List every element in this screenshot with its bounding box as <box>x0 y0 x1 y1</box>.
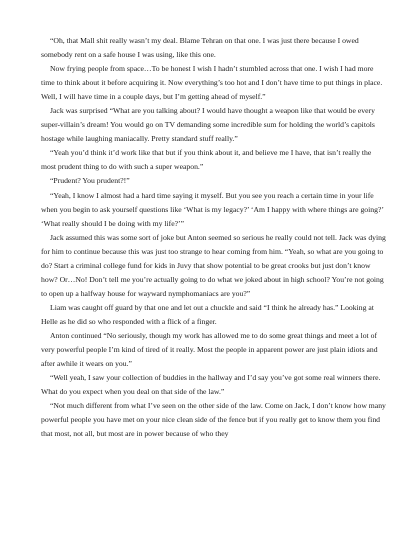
paragraph: Jack assumed this was some sort of joke but Anton seemed so serious he really could not tell. Jack was dying for him to continue because this was just too strange to hear coming from him. “Yeah, so what are you going to do? Start a criminal college fund for kids in Juvy that show potential to be great crooks but just don’t know how? Or…No! Don’t tell me you’re actually going to do what we joked about in high school? You’re not going to open up a halfway house for wayward nymphomaniacs are you?” <box>41 232 386 298</box>
paragraph: “Oh, that Mall shit really wasn’t my deal. Blame Tehran on that one. I was just there because I owed somebody rent on a safe house I was using, like this one. <box>41 36 359 60</box>
paragraph: “Prudent? You prudent?!” <box>50 176 130 186</box>
paragraph: “Yeah, I know I almost had a hard time saying it myself. But you see you reach a certain time in your life when you begin to ask yourself questions like ‘What is my legacy?’ ‘Am I happy with where things are going?’ ‘What really should I be doing with my life?’” <box>41 190 384 228</box>
body-text <box>41 34 386 441</box>
paragraph: Jack was surprised “What are you talking about? I would have thought a weapon like that would be every super-villain’s dream! You would go on TV demanding some incredible sum for holding the world’s capitols hostage while laughing maniacally. Pretty standard stuff really.” <box>41 106 375 144</box>
paragraph: Now frying people from space…To be honest I wish I hadn’t stumbled across that one. I wish I had more time to think about it before acquiring it. Now everything’s too hot and I don’t have time to put things in place. Well, I will have time in a couple days, but I’m getting ahead of myself.” <box>41 64 383 102</box>
paragraph: “Well yeah, I saw your collection of buddies in the hallway and I’d say you’ve got some real winners there. What do you expect when you deal on that side of the law.” <box>41 373 381 397</box>
paragraph: “Yeah you’d think it’d work like that but if you think about it, and believe me I have, that isn’t really the most prudent thing to do with such a super weapon.” <box>41 148 372 172</box>
paragraph: Liam was caught off guard by that one and let out a chuckle and said “I think he already has.” Looking at Helle as he did so who responded with a flick of a finger. <box>41 302 374 326</box>
paragraph: “Not much different from what I’ve seen on the other side of the law. Come on Jack, I don’t know how many powerful people you have met on your nice clean side of the fence but if you really get to know them you find that most, not all, but most are in power because of who they <box>41 401 386 439</box>
paragraph: Anton continued “No seriously, though my work has allowed me to do some great things and meet a lot of very powerful people I’m kind of tired of it really. Most the people in apparent power are just plain idiots and after awhile it wears on you.” <box>41 330 378 369</box>
